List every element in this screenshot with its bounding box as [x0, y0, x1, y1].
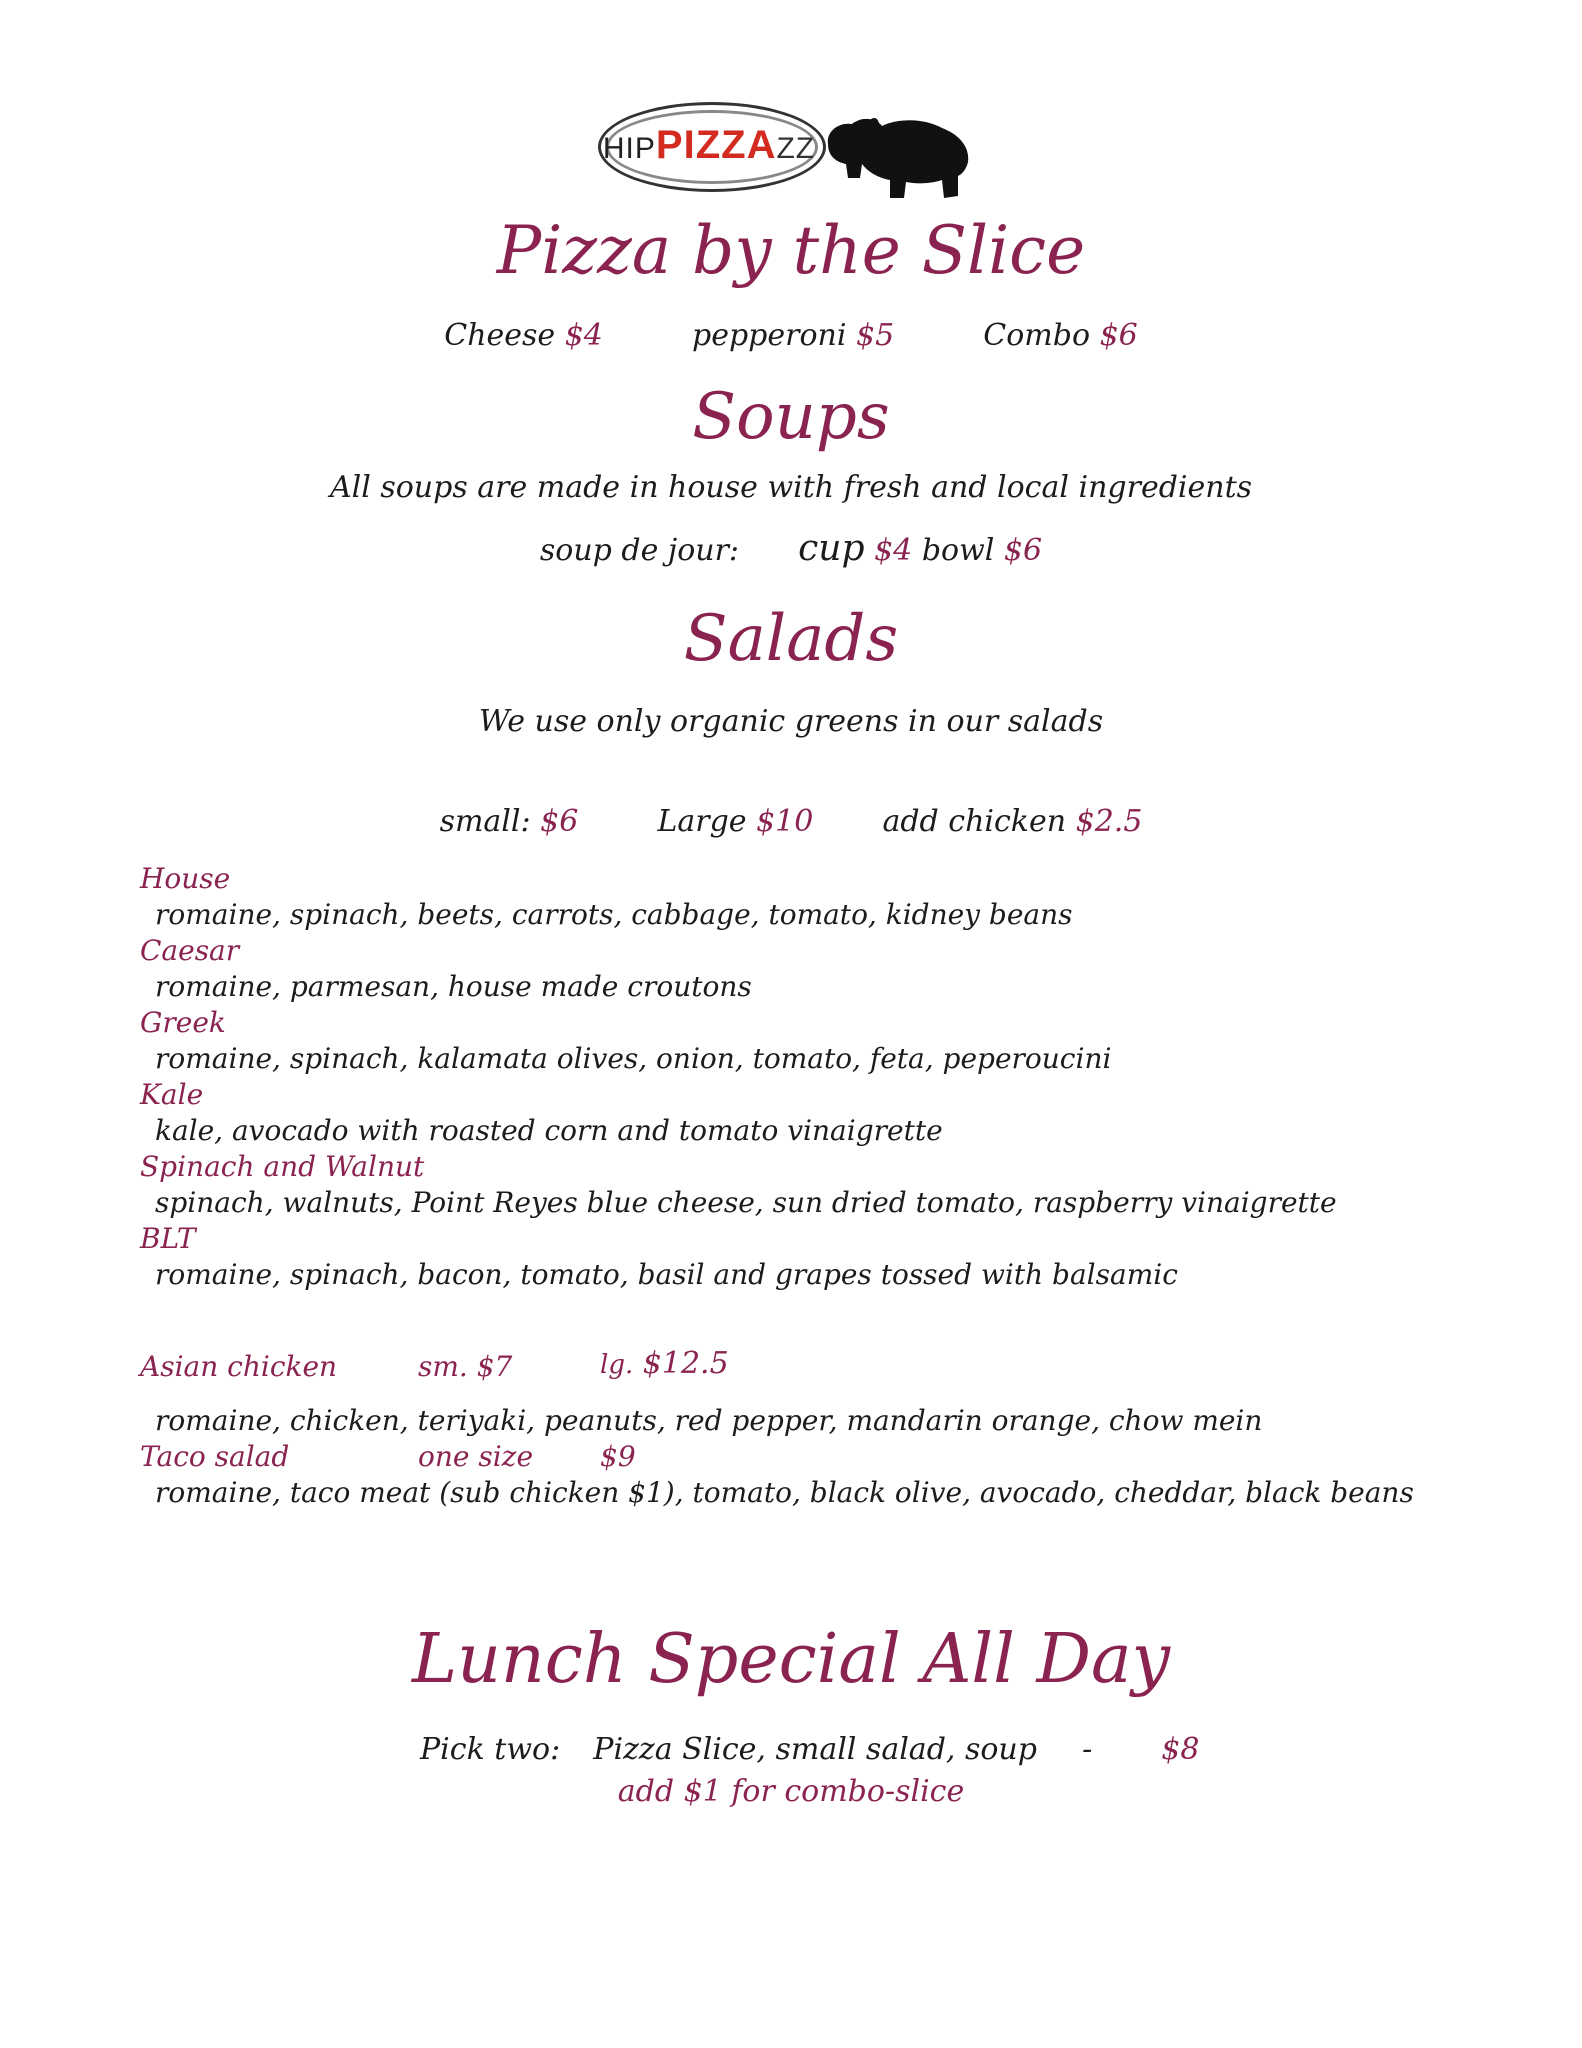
soup-cup-price: $4	[874, 533, 913, 568]
taco-salad-price: $9	[600, 1440, 636, 1473]
salad-item-desc: kale, avocado with roasted corn and tomato vinaigrette	[155, 1114, 943, 1147]
logo-text-zz: ZZ	[776, 132, 816, 165]
salad-chicken-price: $2.5	[1075, 804, 1143, 839]
salads-section-title: Salads	[683, 602, 899, 676]
pizza-item-price: $6	[1099, 318, 1138, 353]
salad-item-name: Greek	[140, 1006, 226, 1039]
salad-item-desc: romaine, spinach, kalamata olives, onion, tomato, feta, peperoucini	[155, 1042, 1112, 1075]
pizza-item-price: $5	[856, 318, 895, 353]
pizza-item-name: Cheese	[444, 318, 556, 353]
lunch-addon: add $1 for combo-slice	[617, 1774, 965, 1809]
salad-item-desc: romaine, spinach, bacon, tomato, basil and grapes tossed with balsamic	[155, 1258, 1178, 1291]
salad-large-price: $10	[756, 804, 814, 839]
soup-de-jour-label: soup de jour:	[539, 533, 740, 568]
salad-small-label: small:	[439, 804, 531, 839]
logo-text-hip: HIP	[602, 132, 656, 165]
salads-prices-row	[0, 804, 1582, 839]
pizza-prices-row	[0, 318, 1582, 353]
taco-salad-size: one size	[418, 1440, 534, 1473]
soup-bowl-price: $6	[1003, 533, 1043, 568]
asian-chicken-name: Asian chicken	[140, 1350, 338, 1383]
salad-item-name: Caesar	[140, 934, 240, 967]
salads-subtitle: We use only organic greens in our salads	[478, 704, 1104, 739]
soups-section-title: Soups	[692, 380, 890, 454]
salad-chicken-label: add chicken	[882, 804, 1067, 839]
salad-item-name: Kale	[140, 1078, 204, 1111]
lunch-pick-row	[420, 1732, 1220, 1767]
taco-salad-name: Taco salad	[140, 1440, 290, 1473]
lunch-pick-items: Pizza Slice, small salad, soup	[593, 1732, 1037, 1767]
logo-text-pizza: PIZZA	[655, 123, 777, 167]
pizza-section-title: Pizza by the Slice	[496, 212, 1086, 289]
salad-item-name: Spinach and Walnut	[140, 1150, 425, 1183]
logo-wordmark	[598, 123, 820, 168]
salad-item-name: BLT	[140, 1222, 196, 1255]
asian-chicken-lg	[600, 1346, 729, 1381]
asian-sm-price: $7	[476, 1350, 513, 1383]
hippo-icon	[816, 106, 976, 206]
asian-chicken-sm	[418, 1350, 512, 1383]
salad-item-desc: romaine, parmesan, house made croutons	[155, 970, 752, 1003]
asian-sm-label: sm.	[418, 1350, 468, 1383]
salad-item-name: House	[140, 862, 231, 895]
lunch-pick-label: Pick two:	[420, 1732, 561, 1767]
pizza-item-name: pepperoni	[692, 318, 847, 353]
salad-large-label: Large	[657, 804, 747, 839]
asian-chicken-desc: romaine, chicken, teriyaki, peanuts, red pepper, mandarin orange, chow mein	[155, 1404, 1263, 1437]
pizza-item-price: $4	[564, 318, 603, 353]
taco-salad-desc: romaine, taco meat (sub chicken $1), tomato, black olive, avocado, cheddar, black beans	[155, 1476, 1414, 1509]
salad-item-desc: spinach, walnuts, Point Reyes blue cheese, sun dried tomato, raspberry vinaigrette	[155, 1186, 1337, 1219]
soups-prices-row	[0, 528, 1582, 569]
salad-small-price: $6	[540, 804, 579, 839]
salad-item-desc: romaine, spinach, beets, carrots, cabbage, tomato, kidney beans	[155, 898, 1073, 931]
lunch-price: $8	[1161, 1732, 1200, 1767]
pizza-item-name: Combo	[983, 318, 1091, 353]
lunch-section-title: Lunch Special All Day	[411, 1620, 1171, 1699]
soup-cup-label: cup	[798, 528, 865, 569]
soups-subtitle: All soups are made in house with fresh and local ingredients	[329, 470, 1253, 505]
soup-bowl-label: bowl	[921, 533, 995, 568]
asian-lg-price: $12.5	[642, 1346, 729, 1381]
asian-lg-label: lg.	[600, 1350, 634, 1380]
logo	[598, 96, 978, 208]
lunch-dash: -	[1082, 1732, 1093, 1767]
